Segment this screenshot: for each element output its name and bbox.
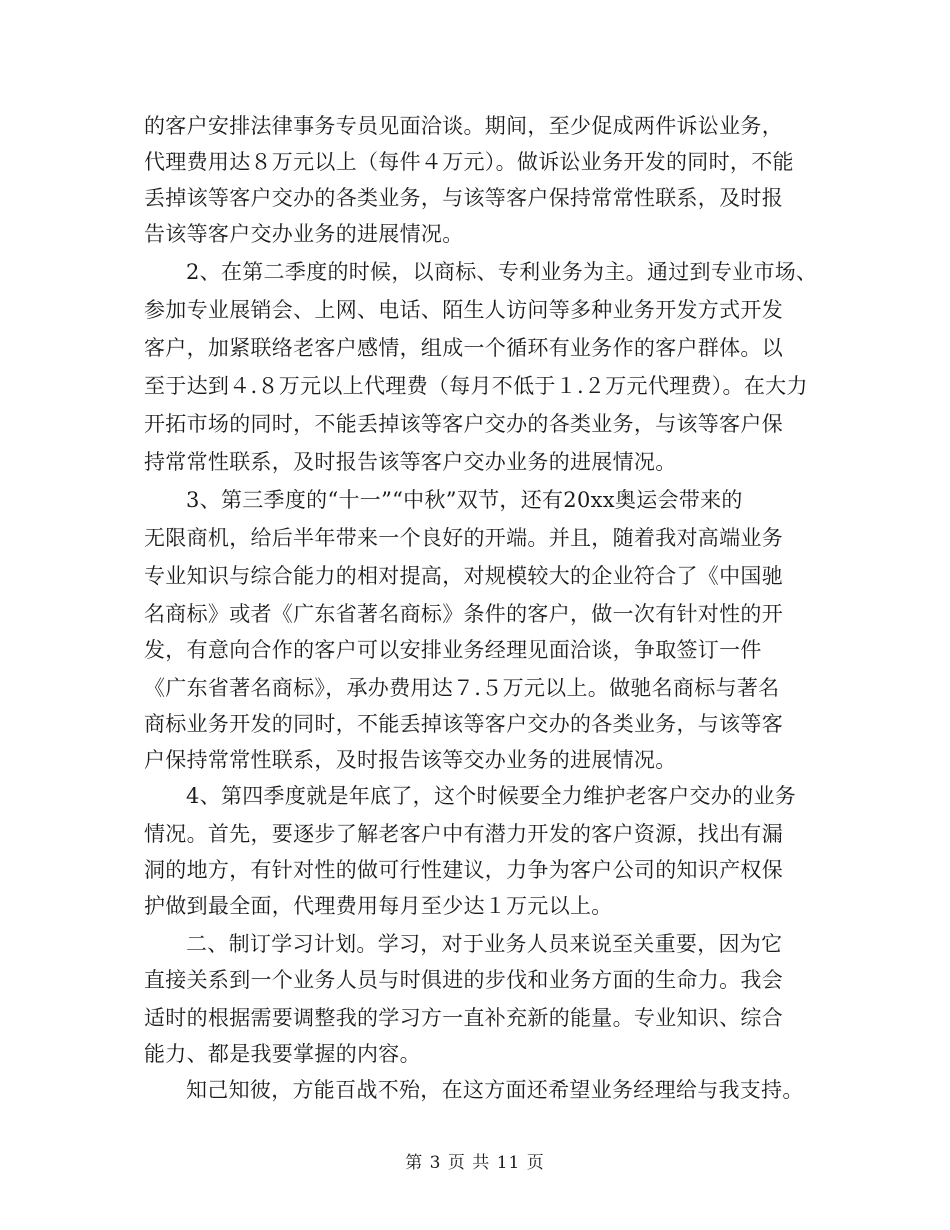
text-line: 能力、都是我要掌握的内容。 <box>144 1042 421 1066</box>
text-line: 直接关系到一个业务人员与时俱进的步伐和业务方面的生命力。我会 <box>144 968 783 992</box>
text-line: 丢掉该等客户交办的各类业务，与该等客户保持常常性联系，及时报 <box>144 186 783 210</box>
text-line: 参加专业展销会、上网、电话、陌生人访问等多种业务开发方式开发 <box>144 298 783 322</box>
text-line: 洞的地方，有针对性的做可行性建议，力争为客户公司的知识产权保 <box>144 858 783 882</box>
text-line: 护做到最全面，代理费用每月至少达１万元以上。 <box>144 894 613 918</box>
text-line: 适时的根据需要调整我的学习方一直补充新的能量。专业知识、综合 <box>144 1006 783 1030</box>
text-line: 4、第四季度就是年底了，这个时候要全力维护老客户交办的业务 <box>186 784 797 808</box>
page-number: 第 3 页 共 11 页 <box>405 1153 545 1173</box>
text-line: 二、制订学习计划。学习，对于业务人员来说至关重要，因为它 <box>186 932 783 956</box>
text-line: 专业知识与综合能力的相对提高，对规模较大的企业符合了《中国驰 <box>144 564 783 588</box>
text-line: 3、第三季度的“十一”“中秋”双节，还有20xx奥运会带来的 <box>186 488 743 512</box>
text-line: 至于达到４.８万元以上代理费（每月不低于１.２万元代理费）。在大力 <box>144 374 808 398</box>
text-line: 客户，加紧联络老客户感情，组成一个循环有业务作的客户群体。以 <box>144 336 783 360</box>
text-line: 开拓市场的同时，不能丢掉该等客户交办的各类业务，与该等客户保 <box>144 412 783 436</box>
text-line: 告该等客户交办业务的进展情况。 <box>144 222 464 246</box>
text-line: 持常常性联系，及时报告该等客户交办业务的进展情况。 <box>144 450 677 474</box>
text-line: 2、在第二季度的时候，以商标、专利业务为主。通过到专业市场、 <box>186 260 818 284</box>
text-line: 知己知彼，方能百战不殆，在这方面还希望业务经理给与我支持。 <box>186 1078 804 1102</box>
text-line: 户保持常常性联系，及时报告该等交办业务的进展情况。 <box>144 748 677 772</box>
text-line: 代理费用达８万元以上（每件４万元）。做诉讼业务开发的同时，不能 <box>144 150 794 174</box>
text-line: 《广东省著名商标》，承办费用达７.５万元以上。做驰名商标与著名 <box>144 676 780 700</box>
text-line: 名商标》或者《广东省著名商标》条件的客户，做一次有针对性的开 <box>144 602 783 626</box>
text-line: 无限商机，给后半年带来一个良好的开端。并且，随着我对高端业务 <box>144 526 783 550</box>
text-line: 情况。首先，要逐步了解老客户中有潜力开发的客户资源，找出有漏 <box>144 822 783 846</box>
text-line: 的客户安排法律事务专员见面洽谈。期间，至少促成两件诉讼业务， <box>144 114 783 138</box>
text-line: 商标业务开发的同时，不能丢掉该等客户交办的各类业务，与该等客 <box>144 712 783 736</box>
text-line: 发，有意向合作的客户可以安排业务经理见面洽谈，争取签订一件 <box>144 638 762 662</box>
